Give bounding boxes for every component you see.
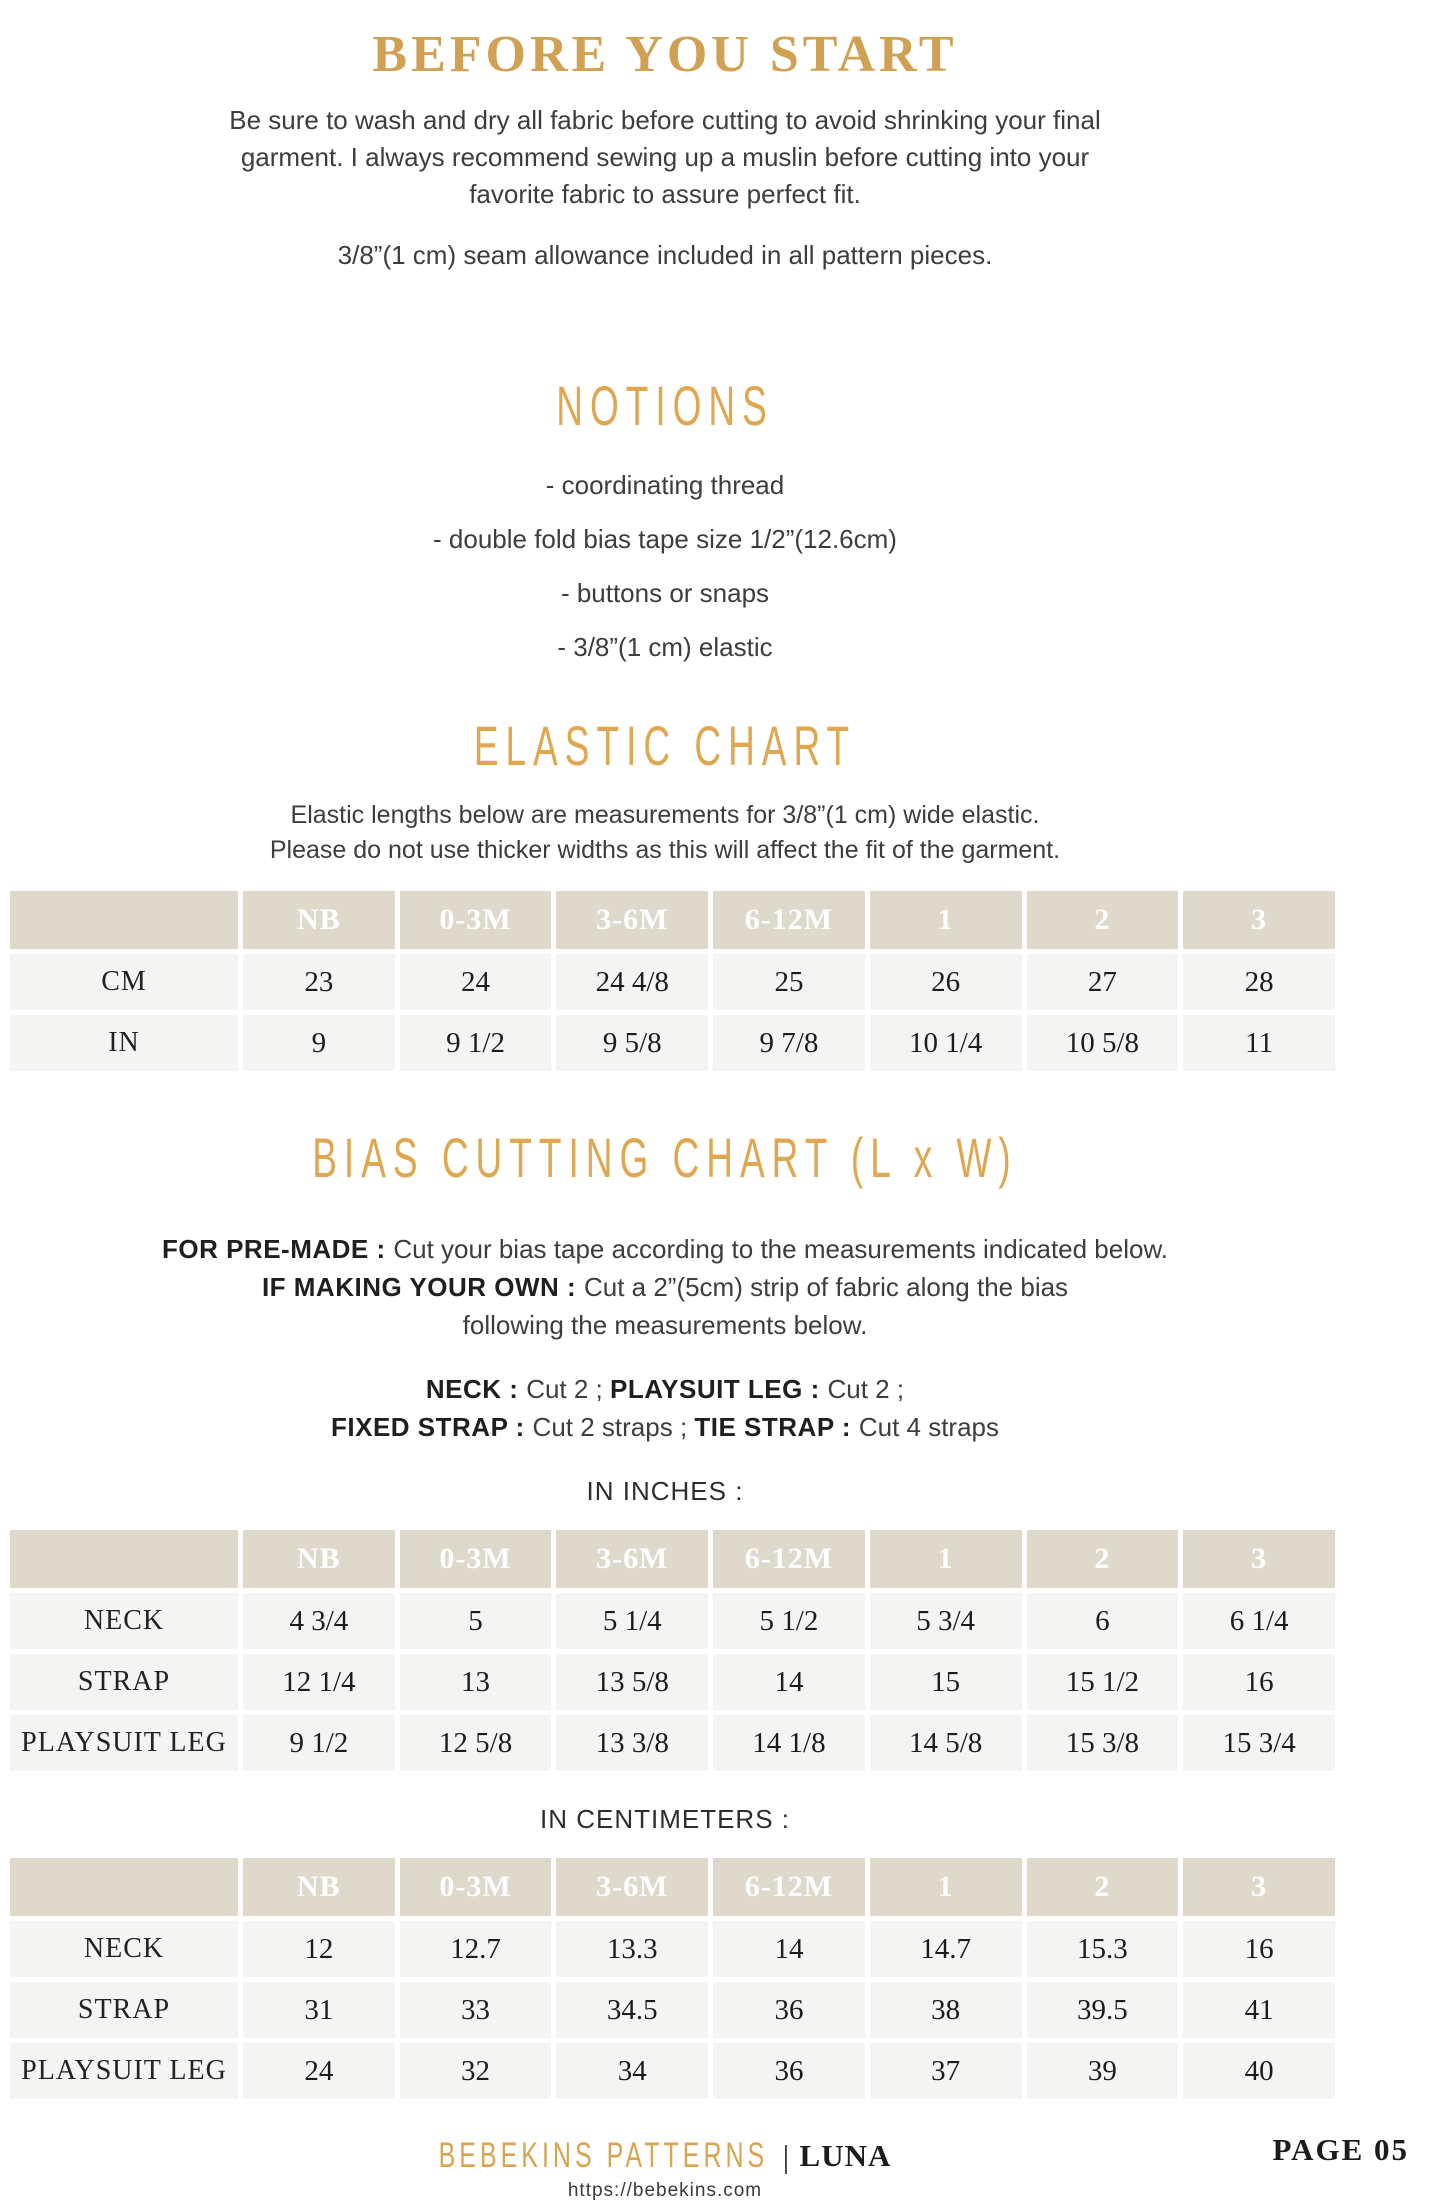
value-cell: 11: [1183, 1015, 1335, 1071]
value-cell: 24: [400, 954, 552, 1010]
size-column-header: 1: [870, 1858, 1022, 1916]
value-cell: 14: [713, 1921, 865, 1977]
value-cell: 13: [400, 1654, 552, 1710]
text-line: - double fold bias tape size 1/2”(12.6cm): [433, 524, 897, 554]
value-cell: 9 1/2: [400, 1015, 552, 1071]
value-cell: 10 5/8: [1027, 1015, 1179, 1071]
size-column-header: NB: [243, 1530, 395, 1588]
value-cell: 4 3/4: [243, 1593, 395, 1649]
centimeters-label: IN CENTIMETERS :: [539, 1804, 790, 1834]
value-cell: 9 7/8: [713, 1015, 865, 1071]
value-cell: 5 1/2: [713, 1593, 865, 1649]
value-cell: 12 1/4: [243, 1654, 395, 1710]
text-segment: following the measurements below.: [462, 1310, 868, 1340]
value-cell: 12 5/8: [400, 1715, 552, 1771]
value-cell: 6: [1027, 1593, 1179, 1649]
value-cell: 5 1/4: [556, 1593, 708, 1649]
value-cell: 14 5/8: [870, 1715, 1022, 1771]
notions-section-heading: [0, 370, 1330, 444]
size-column-header: 3: [1183, 1530, 1335, 1588]
value-cell: 28: [1183, 954, 1335, 1010]
value-cell: 27: [1027, 954, 1179, 1010]
text-line: [0, 1268, 1330, 1306]
table-row: [10, 2043, 1335, 2099]
value-cell: 16: [1183, 1654, 1335, 1710]
seam-allowance-note: 3/8”(1 cm) seam allowance included in all pattern pieces.: [337, 240, 993, 270]
footer: [0, 2134, 1330, 2202]
text-segment: Cut 2 straps ;: [532, 1412, 695, 1442]
value-cell: 38: [870, 1982, 1022, 2038]
value-cell: 15.3: [1027, 1921, 1179, 1977]
row-label: PLAYSUIT LEG: [10, 1715, 238, 1771]
bias-chart-heading: BIAS CUTTING CHART (L x W): [312, 1127, 1018, 1189]
text-segment: Cut 2 ;: [526, 1374, 611, 1404]
size-column-header: 0-3M: [400, 1530, 552, 1588]
value-cell: 25: [713, 954, 865, 1010]
value-cell: 15 3/8: [1027, 1715, 1179, 1771]
value-cell: 26: [870, 954, 1022, 1010]
value-cell: 34.5: [556, 1982, 708, 2038]
size-column-header: 3-6M: [556, 1858, 708, 1916]
size-column-header: 3-6M: [556, 891, 708, 949]
text-segment: FIXED STRAP :: [331, 1412, 533, 1442]
text-segment: Cut 4 straps: [858, 1412, 999, 1442]
corner-cell: [10, 1530, 238, 1588]
inches-label: IN INCHES :: [586, 1476, 744, 1506]
brand-url: https://bebekins.com: [567, 2180, 763, 2201]
row-label: NECK: [10, 1593, 238, 1649]
value-cell: 23: [243, 954, 395, 1010]
elastic-description: [0, 798, 1330, 868]
text-segment: Cut your bias tape according to the measurements indicated below.: [393, 1234, 1169, 1264]
value-cell: 9: [243, 1015, 395, 1071]
elastic-chart-heading: ELASTIC CHART: [473, 715, 857, 777]
size-column-header: 2: [1027, 891, 1179, 949]
value-cell: 40: [1183, 2043, 1335, 2099]
row-label: NECK: [10, 1921, 238, 1977]
value-cell: 12.7: [400, 1921, 552, 1977]
value-cell: 33: [400, 1982, 552, 2038]
text-segment: Cut a 2”(5cm) strip of fabric along the bias: [583, 1272, 1069, 1302]
text-line: [0, 1230, 1330, 1268]
value-cell: 16: [1183, 1921, 1335, 1977]
value-cell: 12: [243, 1921, 395, 1977]
size-column-header: 6-12M: [713, 891, 865, 949]
text-line: garment. I always recommend sewing up a muslin before cutting into your: [240, 142, 1090, 172]
value-cell: 41: [1183, 1982, 1335, 2038]
size-column-header: 1: [870, 1530, 1022, 1588]
text-line: Be sure to wash and dry all fabric before cutting to avoid shrinking your final: [229, 105, 1101, 135]
bias-instructions: [0, 1230, 1330, 1344]
size-column-header: 2: [1027, 1530, 1179, 1588]
page-number: PAGE 05: [1272, 2132, 1409, 2167]
table-row: [10, 1982, 1335, 2038]
value-cell: 15: [870, 1654, 1022, 1710]
value-cell: 39.5: [1027, 1982, 1179, 2038]
value-cell: 9 5/8: [556, 1015, 708, 1071]
row-label: CM: [10, 954, 238, 1010]
intro-paragraph: [0, 102, 1330, 213]
value-cell: 5 3/4: [870, 1593, 1022, 1649]
text-line: [0, 1408, 1330, 1446]
bias-cut-counts: [0, 1370, 1330, 1446]
value-cell: 36: [713, 1982, 865, 2038]
brand-line: [0, 2134, 1330, 2178]
bias-section-heading: [0, 1122, 1330, 1196]
table-row: [10, 954, 1335, 1010]
value-cell: 24: [243, 2043, 395, 2099]
value-cell: 15 3/4: [1183, 1715, 1335, 1771]
centimeters-table: [5, 1853, 1340, 2104]
table-row: [10, 1593, 1335, 1649]
value-cell: 14.7: [870, 1921, 1022, 1977]
elastic-section-heading: [0, 710, 1330, 784]
text-segment: TIE STRAP :: [694, 1412, 859, 1442]
value-cell: 15 1/2: [1027, 1654, 1179, 1710]
value-cell: 6 1/4: [1183, 1593, 1335, 1649]
size-column-header: 3: [1183, 1858, 1335, 1916]
text-line: - buttons or snaps: [560, 578, 770, 608]
row-label: PLAYSUIT LEG: [10, 2043, 238, 2099]
text-line: Please do not use thicker widths as this will affect the fit of the garment.: [269, 836, 1061, 864]
size-column-header: 1: [870, 891, 1022, 949]
value-cell: 5: [400, 1593, 552, 1649]
size-column-header: 6-12M: [713, 1530, 865, 1588]
pattern-name: LUNA: [799, 2138, 892, 2173]
inches-table: [5, 1525, 1340, 1776]
table-row: [10, 1715, 1335, 1771]
page-title: BEFORE YOU START: [372, 26, 958, 83]
text-segment: IF MAKING YOUR OWN :: [261, 1272, 584, 1302]
size-column-header: NB: [243, 1858, 395, 1916]
size-column-header: 0-3M: [400, 1858, 552, 1916]
text-segment: FOR PRE-MADE :: [161, 1234, 394, 1264]
table-row: [10, 1015, 1335, 1071]
size-column-header: NB: [243, 891, 395, 949]
value-cell: 10 1/4: [870, 1015, 1022, 1071]
size-column-header: 3: [1183, 891, 1335, 949]
text-segment: NECK :: [425, 1374, 527, 1404]
size-column-header: 0-3M: [400, 891, 552, 949]
value-cell: 37: [870, 2043, 1022, 2099]
value-cell: 24 4/8: [556, 954, 708, 1010]
notions-heading: NOTIONS: [556, 375, 774, 437]
text-line: [0, 1370, 1330, 1408]
row-label: STRAP: [10, 1982, 238, 2038]
text-line: [0, 1306, 1330, 1344]
text-line: favorite fabric to assure perfect fit.: [469, 179, 861, 209]
value-cell: 34: [556, 2043, 708, 2099]
value-cell: 13 5/8: [556, 1654, 708, 1710]
value-cell: 14 1/8: [713, 1715, 865, 1771]
value-cell: 13.3: [556, 1921, 708, 1977]
size-column-header: 6-12M: [713, 1858, 865, 1916]
text-segment: Cut 2 ;: [827, 1374, 905, 1404]
corner-cell: [10, 891, 238, 949]
text-line: Elastic lengths below are measurements for 3/8”(1 cm) wide elastic.: [290, 801, 1040, 829]
text-line: - coordinating thread: [545, 470, 785, 500]
row-label: STRAP: [10, 1654, 238, 1710]
value-cell: 14: [713, 1654, 865, 1710]
notions-list: [0, 458, 1330, 674]
value-cell: 32: [400, 2043, 552, 2099]
value-cell: 13 3/8: [556, 1715, 708, 1771]
row-label: IN: [10, 1015, 238, 1071]
value-cell: 36: [713, 2043, 865, 2099]
table-row: [10, 1654, 1335, 1710]
value-cell: 31: [243, 1982, 395, 2038]
table-row: [10, 1921, 1335, 1977]
elastic-chart-table: [5, 886, 1340, 1076]
size-column-header: 3-6M: [556, 1530, 708, 1588]
size-column-header: 2: [1027, 1858, 1179, 1916]
text-segment: PLAYSUIT LEG :: [610, 1374, 828, 1404]
brand-name: BEBEKINS PATTERNS: [438, 2136, 769, 2176]
corner-cell: [10, 1858, 238, 1916]
value-cell: 9 1/2: [243, 1715, 395, 1771]
brand-divider: |: [782, 2138, 790, 2174]
value-cell: 39: [1027, 2043, 1179, 2099]
text-line: - 3/8”(1 cm) elastic: [557, 632, 773, 662]
